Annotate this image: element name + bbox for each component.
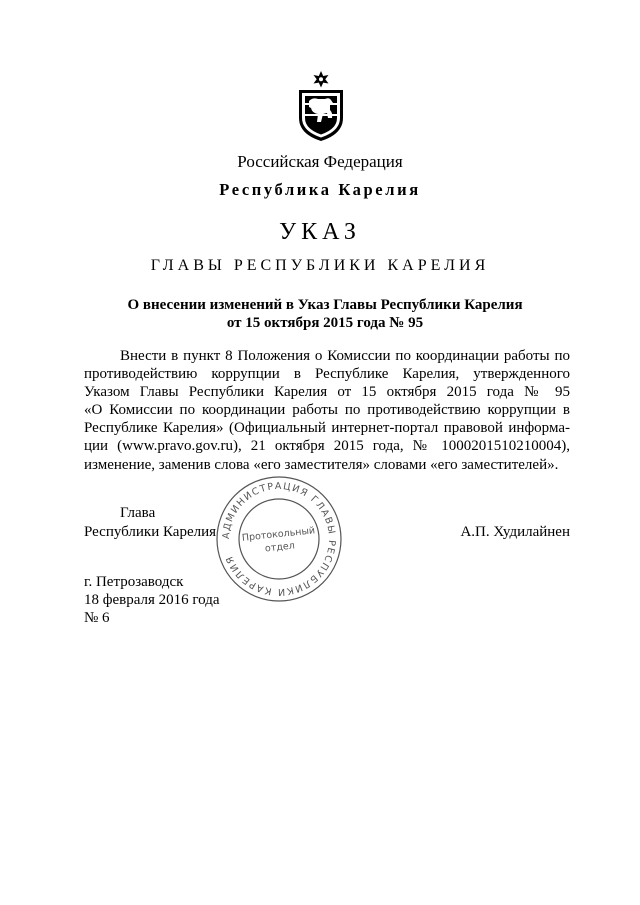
republic-name: Республика Карелия [219,180,421,199]
signatory-title-line-2: Республики Карелия [84,524,217,540]
decree-number: № 6 [84,610,110,626]
body-line: изменение, заменив слова «его заместителя» словами «его заместителей». [84,456,559,473]
official-stamp [214,474,344,604]
body-line: Республике Карелия» (Официальный интернет-портал правовой информа- [84,420,570,437]
body-line: «О Комиссии по координации работы по противодействию коррупции в [84,402,570,419]
issue-date: 18 февраля 2016 года [84,592,220,608]
issue-city: г. Петрозаводск [84,574,184,590]
body-line: противодействию коррупции в Республике Карелия, утвержденного [84,366,570,383]
decree-body [84,347,570,474]
coat-of-arms-emblem [295,70,347,142]
signatory-title-line-1: Глава [120,505,156,521]
body-line: ции (www.pravo.gov.ru), 21 октября 2015 года, № 1000201510210004), [84,438,570,455]
body-line: Внести в пункт 8 Положения о Комиссии по координации работы по [120,348,570,364]
stamp-ring-text: АДМИНИСТРАЦИЯ ГЛАВЫ РЕСПУБЛИКИ КАРЕЛИЯ [220,480,338,598]
issue-place-date [84,573,220,627]
decree-subject [80,296,570,332]
issuer-title: ГЛАВЫ РЕСПУБЛИКИ КАРЕЛИЯ [150,257,490,274]
subject-line-2: от 15 октября 2015 года № 95 [226,315,424,331]
body-line: Указом Главы Республики Карелия от 15 октября 2015 года № 95 [84,384,570,401]
subject-line-1: О внесении изменений в Указ Главы Республики Карелия [127,297,523,313]
signatory-name: А.П. Худилайнен [460,524,570,540]
stamp-center-line-2: отдел [264,540,296,555]
country-name: Российская Федерация [237,152,403,171]
document-type-title: УКАЗ [279,219,361,245]
stamp-center-line-1: Протокольный [241,525,316,544]
